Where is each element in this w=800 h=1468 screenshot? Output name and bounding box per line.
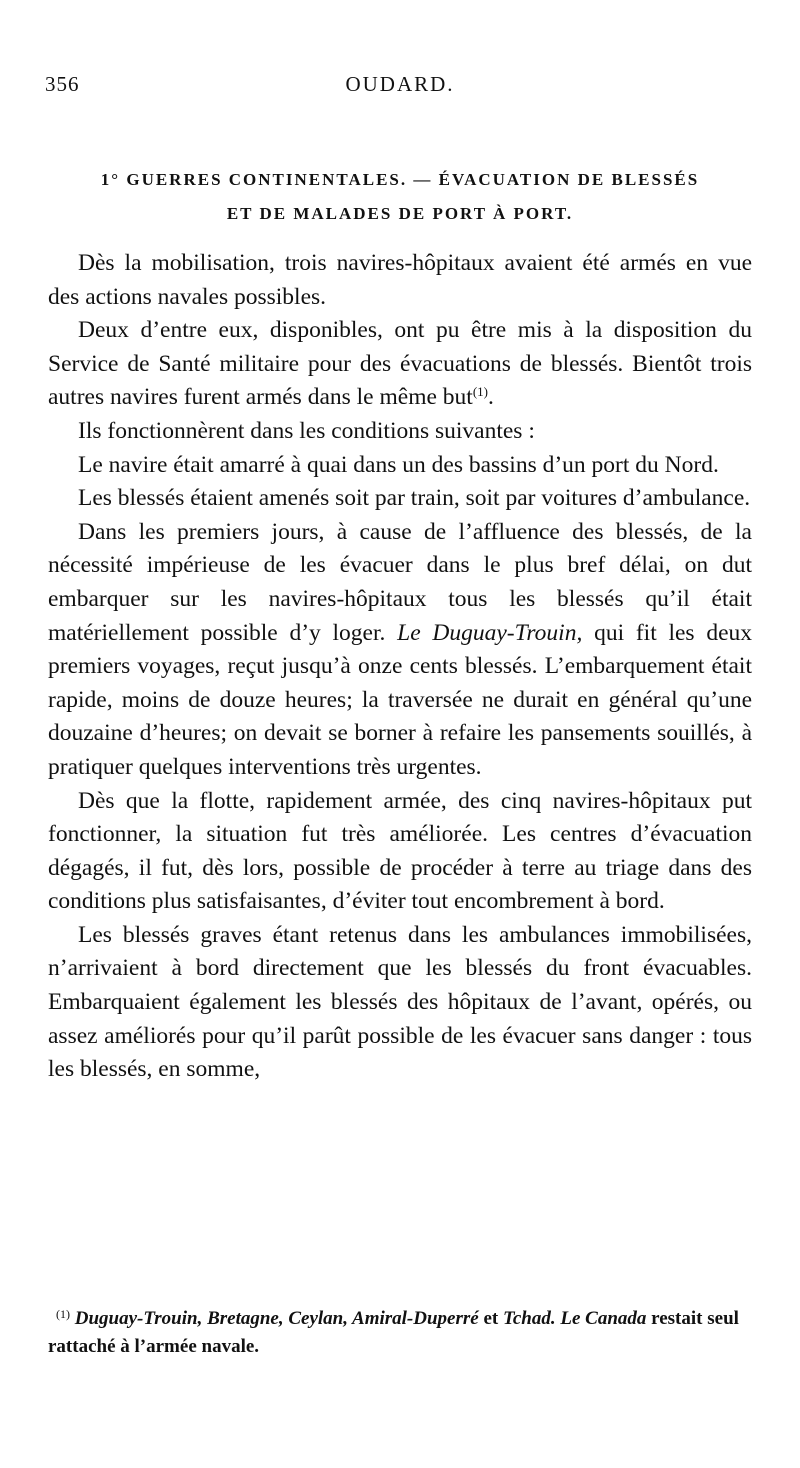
body-text bbox=[48, 247, 752, 1087]
paragraph: Le navire était amarré à quai dans un des bassins d’un port du Nord. bbox=[78, 451, 719, 478]
footnote-mark: (1) bbox=[56, 1307, 70, 1321]
paragraph bbox=[48, 314, 752, 415]
footnote bbox=[48, 1300, 752, 1361]
footnote-last-ship: Tchad. bbox=[502, 1308, 556, 1329]
footnote-ships: Duguay-Trouin, Bretagne, Ceylan, Amiral-Duperré bbox=[74, 1308, 479, 1329]
paragraph: Dès que la flotte, rapidement armée, des cinq navires-hôpitaux put fonctionner, la situation fut très améliorée. Les centres d’évacuation dégagés, il fut, dès lors, possible de procéder à terre au triage dans des conditions plus satisfaisantes, d’éviter tout encombrement à bord. bbox=[48, 787, 752, 915]
section-title-line-1: 1° GUERRES CONTINENTALES. — ÉVACUATION DE BLESSÉS bbox=[100, 170, 700, 189]
paragraph: Les blessés étaient amenés soit par train, soit par voitures d’ambulance. bbox=[78, 485, 751, 512]
section-title bbox=[40, 163, 760, 231]
footnote-sentence-ship: Le Canada bbox=[560, 1308, 647, 1329]
paragraph: Ils fonctionnèrent dans les conditions suivantes : bbox=[78, 417, 535, 444]
page-header bbox=[45, 72, 755, 106]
paragraph-text: Deux d’entre eux, disponibles, ont pu être mis à la disposition du Service de Santé militaire pour des évacuations de blessés. Bientôt trois autres navires furent armés dans le même but bbox=[48, 317, 752, 411]
ship-name: Le Duguay-Trouin, bbox=[397, 619, 583, 646]
running-head: OUDARD. bbox=[345, 72, 455, 96]
paragraph-text: qui fit les deux premiers voyages, reçut jusqu’à onze cents blessés. L’embarquement était rapide, moins de douze heures; la traversée ne durait en général qu’une douzaine d’heures; on devait se borner à refaire les pansements souillés, à pratiquer quelques interventions très urgentes. bbox=[48, 619, 753, 780]
paragraph: Les blessés graves étant retenus dans les ambulances immobilisées, n’arrivaient à bord directement que les blessés du front évacuables. Embarquaient également les blessés des hôpitaux de l’avant, opérés, ou assez améliorés pour qu’il parût possible de les évacuer sans danger : tous les blessés, en somme, bbox=[48, 921, 752, 1083]
footnote-reference: (1) bbox=[472, 384, 488, 400]
paragraph bbox=[48, 516, 752, 785]
section-title-line-2: ET DE MALADES DE PORT À PORT. bbox=[226, 204, 574, 223]
footnote-sentence: restait seul rattaché à l’armée navale. bbox=[48, 1308, 739, 1357]
page-number: 356 bbox=[45, 72, 80, 96]
footnote-conjunction: et bbox=[478, 1308, 503, 1329]
paragraph-text: Dans les premiers jours, à cause de l’affluence des blessés, de la nécessité impérieuse de les évacuer dans le plus bref délai, on dut embarquer sur les navires-hôpitaux tous les blessés qu’il était matériellement possible d’y loger. bbox=[48, 518, 752, 646]
paragraph: Dès la mobilisation, trois navires-hôpitaux avaient été armés en vue des actions navales possibles. bbox=[48, 250, 752, 310]
paragraph-text: . bbox=[487, 384, 494, 411]
